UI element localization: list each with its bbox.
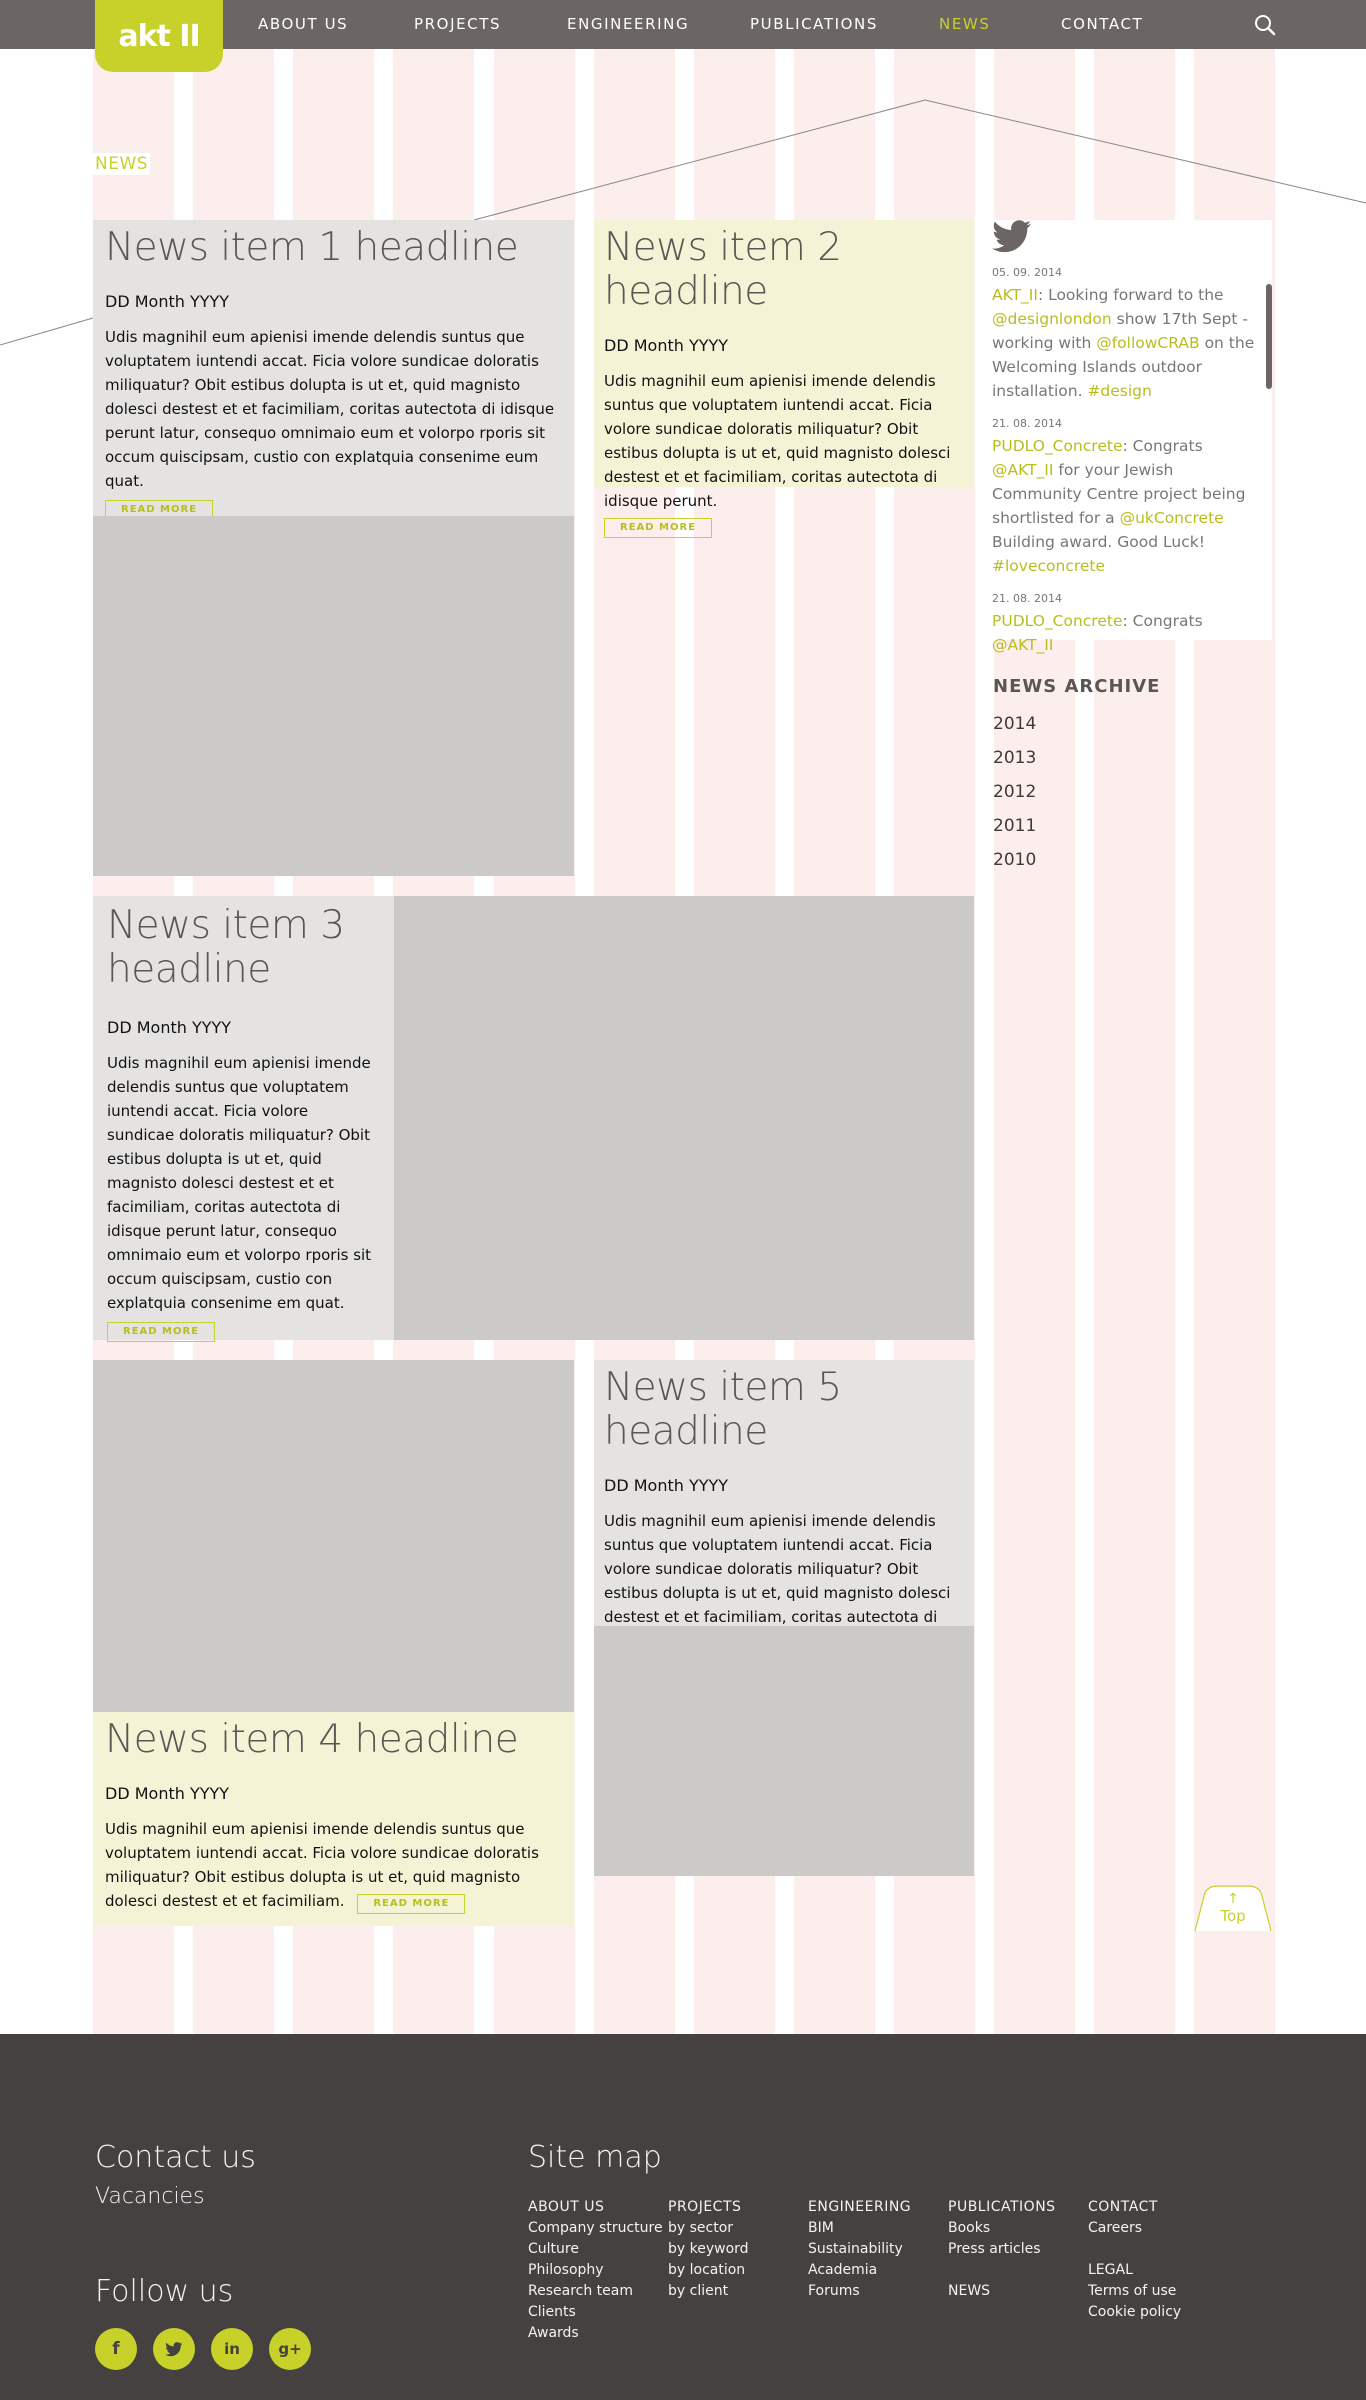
sitemap-link[interactable]: LEGAL [1088,2262,1133,2278]
nav-engineering[interactable]: ENGINEERING [567,15,690,33]
sitemap-link[interactable]: Awards [528,2325,579,2341]
page-section-label: NEWS [95,154,149,174]
nav-publications[interactable]: PUBLICATIONS [750,15,879,33]
sitemap-column [528,2197,663,2344]
news-date: DD Month YYYY [105,292,230,311]
tweet-text-segment: Building award. Good Luck! [992,533,1205,551]
nav-news[interactable]: NEWS [939,15,991,33]
tweet-link[interactable]: #loveconcrete [992,557,1106,575]
news-headline: News item 4 headline [105,1717,519,1762]
site-footer [0,2034,1366,2400]
linkedin-icon[interactable]: in [211,2328,253,2370]
news-date: DD Month YYYY [105,1784,230,1803]
nav-contact[interactable]: CONTACT [1061,15,1144,33]
news-headline: News item 3 headline [107,903,345,992]
sitemap-column [948,2197,1056,2302]
read-more-button[interactable]: READ MORE [105,500,213,520]
sitemap-link[interactable]: Terms of use [1088,2283,1177,2299]
tweet-link[interactable]: @designlondon [992,310,1112,328]
tweet-text-segment: show 17th Sept - working with [992,310,1248,352]
twitter-icon[interactable] [153,2328,195,2370]
news-card-5 [594,1360,974,1626]
follow-us-title: Follow us [95,2274,234,2309]
tweet-link[interactable]: PUDLO_Concrete [992,437,1123,455]
sitemap-heading[interactable]: ENGINEERING [808,2199,912,2215]
tweet-text-segment: : Looking forward to the [1037,286,1224,304]
news-image-3[interactable] [394,896,974,1340]
tweet [992,266,1260,403]
tweet-link[interactable]: #design [1087,382,1152,400]
archive-year-2011[interactable]: 2011 [993,816,1037,836]
contact-us-link[interactable]: Contact us [95,2140,256,2175]
tweet-date: 05. 09. 2014 [992,266,1062,279]
tweet-text-segment: on the Welcoming Islands outdoor installation. [992,334,1255,400]
archive-year-2014[interactable]: 2014 [993,714,1037,734]
logo-text: akt II [118,18,200,54]
read-more-button[interactable]: READ MORE [107,1322,215,1342]
sitemap-link[interactable]: Philosophy [528,2262,604,2278]
news-archive [993,676,1160,877]
tweet-text [992,283,1260,403]
news-body: Udis magnihil eum apienisi imende delendis suntus que voluptatem iuntendi accat. Ficia volore sundicae doloratis miliquatur? Obit estibus dolupta is ut et, quid magnisto dolesci destest et et facimiliam, coritas autectota di [604,1512,951,1626]
sitemap-link [1088,2239,1181,2260]
sitemap-link[interactable]: by location [668,2262,746,2278]
sitemap-heading[interactable]: CONTACT [1088,2199,1158,2215]
read-more-button[interactable]: READ MORE [357,1894,465,1914]
tweet-link[interactable]: @followCRAB [1096,334,1200,352]
top-navigation-bar [0,0,1366,54]
sitemap-link[interactable]: BIM [808,2220,834,2236]
twitter-feed[interactable] [980,220,1272,654]
sitemap-heading[interactable]: PUBLICATIONS [948,2199,1056,2215]
news-body [105,1817,562,1914]
sitemap-link[interactable]: Press articles [948,2241,1041,2257]
news-card-2 [594,220,974,533]
sitemap-link[interactable]: by sector [668,2220,734,2236]
tweet-link[interactable]: @AKT_II [992,461,1054,479]
sitemap-link[interactable]: by client [668,2283,729,2299]
news-date: DD Month YYYY [604,1476,729,1495]
sitemap-link[interactable]: Culture [528,2241,579,2257]
archive-year-2013[interactable]: 2013 [993,748,1037,768]
news-headline: News item 5 headline [604,1365,842,1454]
news-body-text: Udis magnihil eum apienisi imende delendis suntus que voluptatem iuntendi accat. Ficia volore sundicae doloratis miliquatur? Obit estibus dolupta is ut et, quid magnisto dolesci destest et et facimiliam. [105,1820,539,1910]
news-card-3 [93,896,394,1340]
sitemap-link [948,2260,1056,2281]
news-image-5[interactable] [594,1626,974,1876]
sitemap-link[interactable]: Research team [528,2283,633,2299]
archive-title: NEWS ARCHIVE [993,676,1161,697]
news-headline: News item 2 headline [604,225,842,314]
sitemap-link[interactable]: Academia [808,2262,878,2278]
sitemap-column [1088,2197,1181,2323]
news-card-1 [93,220,574,516]
tweet-date: 21. 08. 2014 [992,592,1062,605]
sitemap-link[interactable]: Forums [808,2283,860,2299]
tweet-link[interactable]: @AKT_II [992,636,1054,654]
arrow-up-icon: ↑ [1227,1891,1239,1907]
read-more-button[interactable]: READ MORE [604,518,712,538]
sitemap-link[interactable]: by keyword [668,2241,749,2257]
sitemap-column [668,2197,749,2302]
sitemap-link[interactable]: NEWS [948,2283,991,2299]
news-card-4 [93,1712,574,1926]
nav-projects[interactable]: PROJECTS [414,15,502,33]
tweet-date: 21. 08. 2014 [992,417,1062,430]
tweet-text-segment: : Congrats [1122,612,1203,630]
news-body: Udis magnihil eum apienisi imende delendis suntus que voluptatem iuntendi accat. Ficia volore sundicae doloratis miliquatur? Obit estibus dolupta is ut et, quid magnisto dolesci destest et et facimiliam, coritas autectota di idisque perunt. [604,372,951,510]
sitemap-column [808,2197,911,2302]
tweet-link[interactable]: PUDLO_Concrete [992,612,1123,630]
news-date: DD Month YYYY [107,1018,232,1037]
google-plus-icon[interactable]: g+ [269,2328,311,2370]
top-label: Top [1220,1907,1246,1925]
sitemap-link[interactable]: Company structure [528,2220,663,2236]
archive-year-2012[interactable]: 2012 [993,782,1037,802]
sitemap-link[interactable]: Clients [528,2304,576,2320]
twitter-bird-icon [992,220,1272,258]
news-image-4[interactable] [93,1360,574,1712]
archive-year-2010[interactable]: 2010 [993,850,1037,870]
tweet-text-segment: for your Jewish Community Centre project being shortlisted for a [992,461,1246,527]
sitemap-link[interactable]: Careers [1088,2220,1143,2236]
tweet-link[interactable]: AKT_II [992,286,1038,304]
tweet-link[interactable]: @ukConcrete [1119,509,1224,527]
news-headline: News item 1 headline [105,225,519,270]
back-to-top-button[interactable] [1194,1884,1272,1932]
nav-about-us[interactable]: ABOUT US [258,15,349,33]
tweet [992,592,1260,657]
sitemap-heading[interactable]: PROJECTS [668,2199,742,2215]
tweet-text-segment: : Congrats [1122,437,1203,455]
tweet-list [980,266,1272,657]
sitemap-title: Site map [528,2140,662,2175]
search-icon[interactable] [1253,13,1277,37]
news-body: Udis magnihil eum apienisi imende delendis suntus que voluptatem iuntendi accat. Ficia volore sundicae doloratis miliquatur? Obit estibus dolupta is ut et, quid magnisto dolesci destest et et facimiliam, coritas autectota di idisque perunt latur, consequo omnimaio eum et volorpo rporis sit occum quiscipsam, custio con explatquia consenime em quat. [107,1054,372,1312]
facebook-icon[interactable]: f [95,2328,137,2370]
news-body: Udis magnihil eum apienisi imende delendis suntus que voluptatem iuntendi accat. Ficia volore sundicae doloratis miliquatur? Obit estibus dolupta is ut et, quid magnisto dolesci destest et et facimiliam, coritas autectota di idisque perunt latur, consequo omnimaio eum et volorpo rporis sit occum quiscipsam, custio con explatquia consenime eum quat. [105,328,555,490]
news-date: DD Month YYYY [604,336,729,355]
sitemap-link[interactable]: Sustainability [808,2241,903,2257]
news-image-1[interactable] [93,516,574,876]
vacancies-link[interactable]: Vacancies [95,2184,205,2209]
sitemap-link[interactable]: Cookie policy [1088,2304,1182,2320]
akt-logo[interactable] [95,0,223,72]
tweet [992,417,1260,578]
sitemap-heading[interactable]: ABOUT US [528,2199,605,2215]
twitter-scrollbar[interactable] [1266,284,1272,389]
tweet-text [992,609,1260,657]
tweet-text [992,434,1260,578]
sitemap-link[interactable]: Books [948,2220,991,2236]
